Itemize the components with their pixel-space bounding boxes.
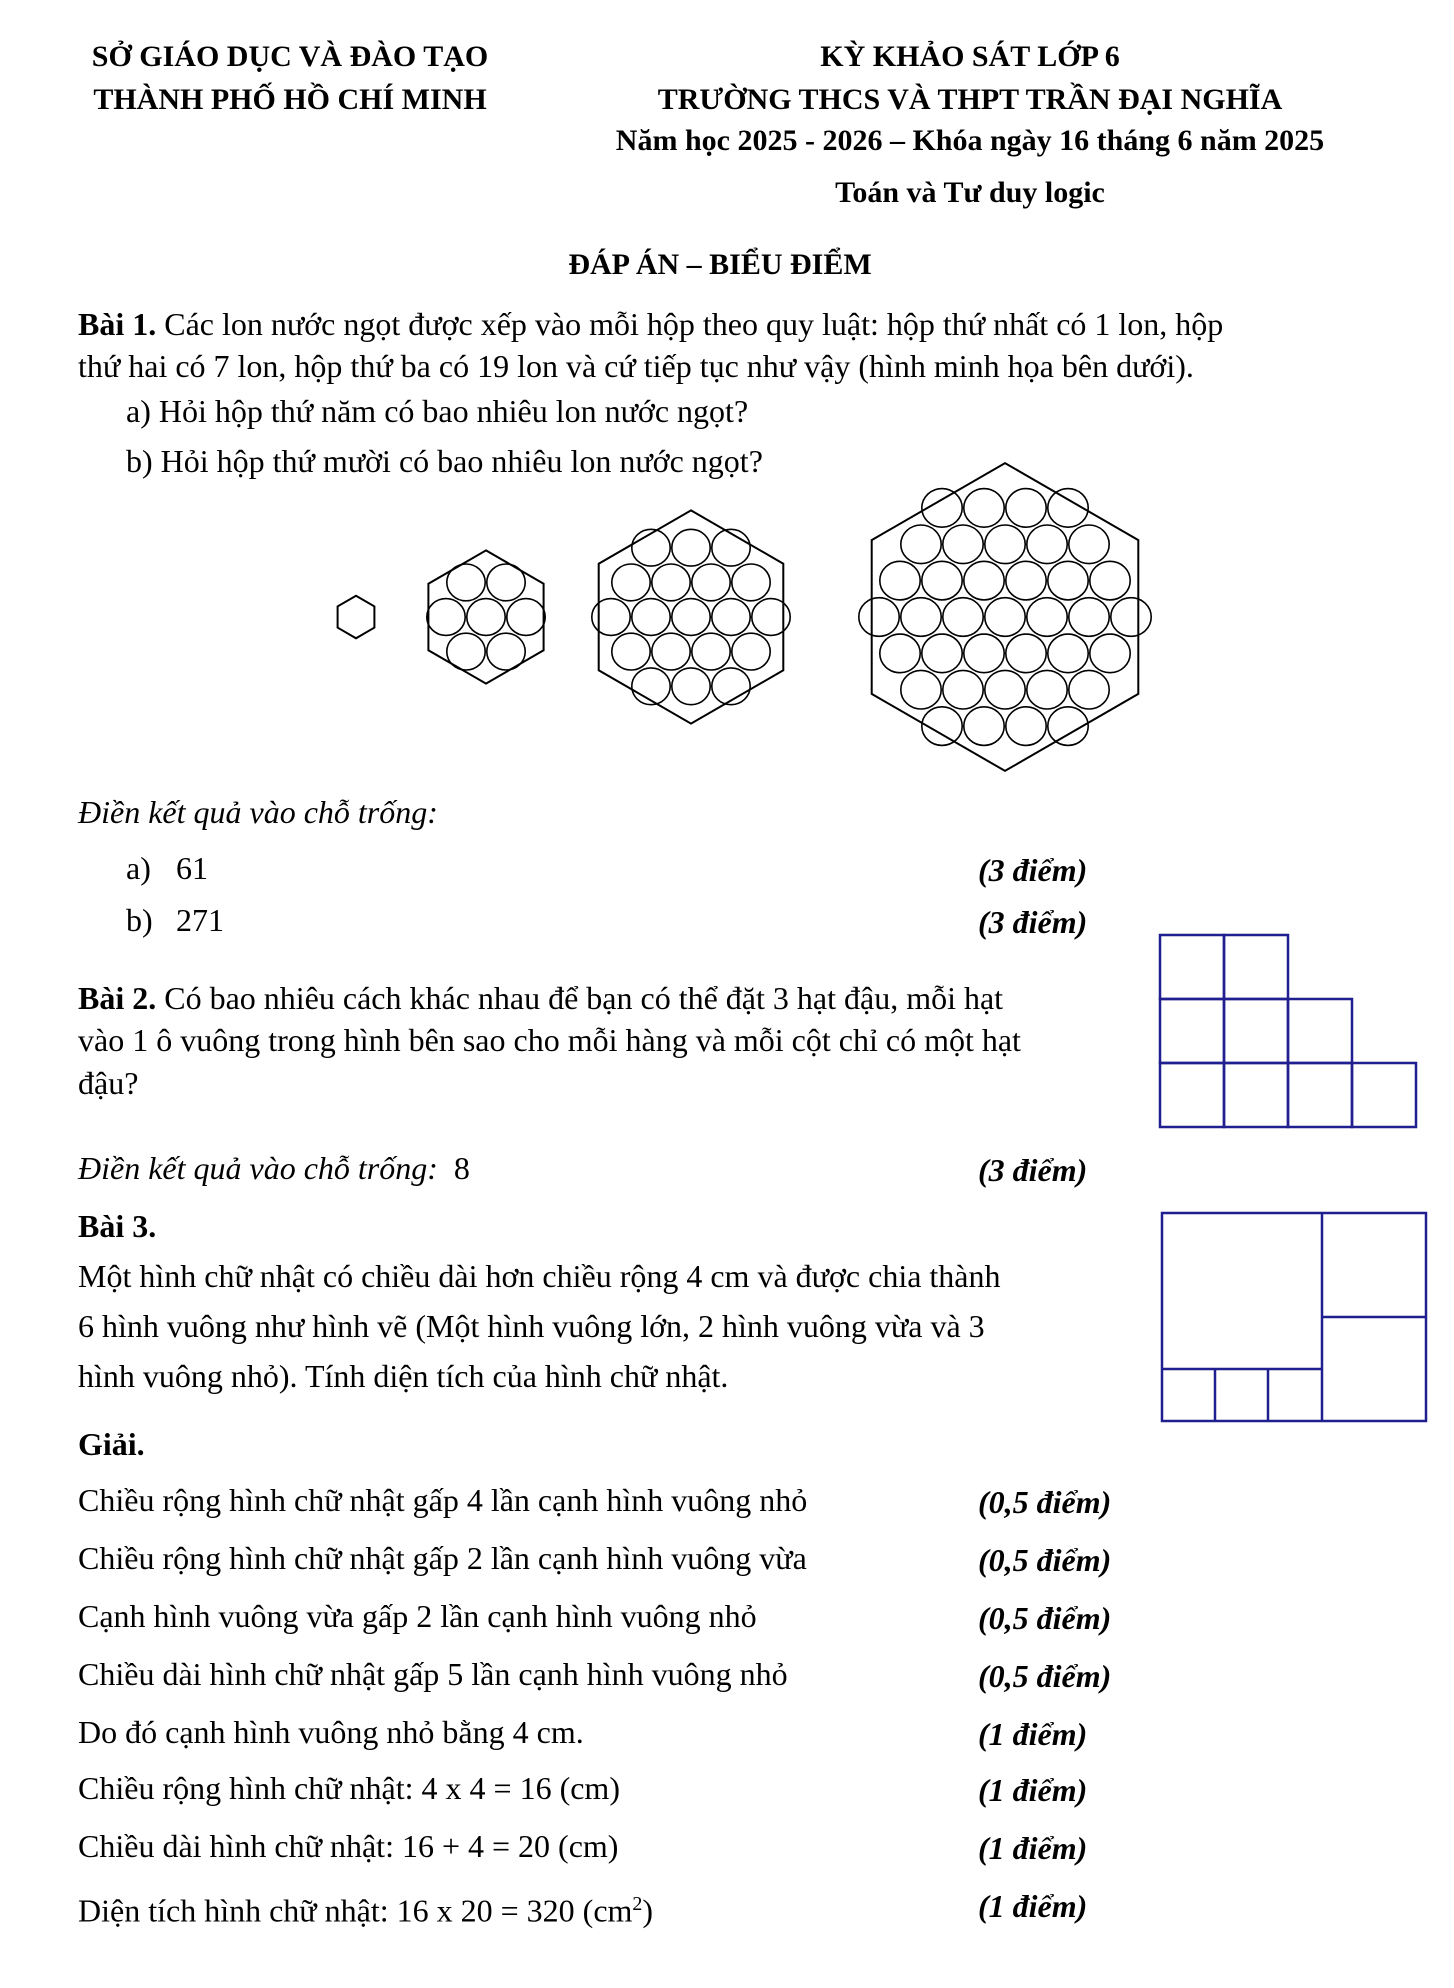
header-exam-name: KỲ KHẢO SÁT LỚP 6: [820, 40, 1120, 73]
can-circle: [672, 668, 710, 705]
can-circle: [507, 599, 545, 636]
can-box: [427, 550, 545, 683]
can-circle: [1027, 598, 1067, 637]
solution-step-main: Chiều rộng hình chữ nhật gấp 4 lần cạnh hình vuông nhỏ: [78, 1482, 808, 1518]
bai1-answer-b: 271: [176, 902, 224, 938]
can-circle: [1069, 598, 1109, 637]
box-outline: [599, 510, 784, 723]
grid-cell: [1160, 935, 1224, 999]
can-circle: [487, 633, 525, 670]
can-circle: [1048, 634, 1088, 673]
grid-cell: [1160, 999, 1224, 1063]
bai1-text-line1: Các lon nước ngọt được xếp vào mỗi hộp theo quy luật: hộp thứ nhất có 1 lon, hộp: [156, 306, 1224, 342]
can-circle: [652, 564, 690, 601]
can-circle: [943, 670, 983, 709]
grid-cell: [1288, 1063, 1352, 1127]
can-circle: [652, 633, 690, 670]
can-circle: [1006, 561, 1046, 600]
bai2-answer-line: [78, 1148, 470, 1188]
can-circle: [732, 633, 770, 670]
bai1-answer-a-points: (3 điểm): [978, 852, 1088, 888]
can-circle: [880, 561, 920, 600]
hexagon-cans-illustration: [0, 490, 1454, 790]
can-circle: [1006, 707, 1046, 746]
solution-step-points: (0,5 điểm): [978, 1542, 1112, 1578]
solution-step-text: [78, 1596, 757, 1636]
bai1-question-b: b) Hỏi hộp thứ mười có bao nhiêu lon nước ngọt?: [126, 443, 763, 479]
can-circle: [487, 564, 525, 601]
solution-step-superscript: 2: [632, 1893, 643, 1915]
can-box: [338, 596, 375, 639]
can-circle: [985, 670, 1025, 709]
bai2-problem: [78, 978, 1003, 1018]
solution-step-text: [78, 1884, 653, 1931]
can-circle: [752, 599, 790, 636]
can-circle: [1048, 561, 1088, 600]
can-circle: [612, 564, 650, 601]
bai1-answer-a-label: a): [126, 850, 151, 886]
solution-step-points: (1 điểm): [978, 1716, 1088, 1752]
can-circle: [1111, 598, 1151, 637]
solution-step-main: Chiều dài hình chữ nhật gấp 5 lần cạnh hình vuông nhỏ: [78, 1656, 788, 1692]
can-circle: [427, 599, 465, 636]
can-circle: [612, 633, 650, 670]
can-circle: [672, 529, 710, 566]
can-circle: [447, 633, 485, 670]
bai1-problem: [78, 304, 1223, 344]
can-circle: [1069, 525, 1109, 564]
grid-cell: [1288, 999, 1352, 1063]
can-circle: [964, 561, 1004, 600]
can-circle: [632, 668, 670, 705]
can-circle: [1027, 525, 1067, 564]
solution-step-main: Chiều dài hình chữ nhật: 16 + 4 = 20 (cm): [78, 1828, 619, 1864]
bai2-text-line3: đậu?: [78, 1065, 139, 1101]
solution-step-points: (0,5 điểm): [978, 1600, 1112, 1636]
solution-step-main: Chiều rộng hình chữ nhật: 4 x 4 = 16 (cm): [78, 1770, 620, 1806]
bai3-text-line2: 6 hình vuông như hình vẽ (Một hình vuông lớn, 2 hình vuông vừa và 3: [78, 1308, 985, 1344]
solution-step-points: (1 điểm): [978, 1888, 1088, 1924]
bai1-answer-a: 61: [176, 850, 208, 886]
can-circle: [985, 598, 1025, 637]
can-circle: [1090, 561, 1130, 600]
bai1-fill-prompt: Điền kết quả vào chỗ trống:: [78, 794, 438, 830]
box-outline: [338, 596, 375, 639]
document-title: ĐÁP ÁN – BIỂU ĐIỂM: [568, 248, 872, 281]
can-circle: [732, 564, 770, 601]
solution-step-main: Cạnh hình vuông vừa gấp 2 lần cạnh hình vuông nhỏ: [78, 1598, 757, 1634]
solution-step-tail: ): [642, 1892, 654, 1929]
bai1-text-line2: thứ hai có 7 lon, hộp thứ ba có 19 lon và cứ tiếp tục như vậy (hình minh họa bên dưới).: [78, 348, 1194, 384]
solution-step-points: (0,5 điểm): [978, 1484, 1112, 1520]
solution-step-text: [78, 1654, 788, 1694]
can-circle: [901, 598, 941, 637]
can-circle: [632, 599, 670, 636]
solution-step-main: Diện tích hình chữ nhật: 16 x 20 = 320 (cm: [78, 1892, 633, 1929]
solution-step-points: (0,5 điểm): [978, 1658, 1112, 1694]
can-circle: [712, 668, 750, 705]
can-circle: [964, 634, 1004, 673]
can-box: [592, 510, 790, 723]
staircase-grid-figure: [1160, 935, 1420, 1135]
bai2-fill-prompt: Điền kết quả vào chỗ trống:: [78, 1150, 438, 1186]
can-circle: [467, 599, 505, 636]
can-circle: [964, 489, 1004, 528]
grid-cell: [1160, 1063, 1224, 1127]
bai2-points: (3 điểm): [978, 1152, 1088, 1188]
grid-cell: [1352, 1063, 1416, 1127]
can-circle: [672, 599, 710, 636]
can-circle: [901, 525, 941, 564]
rectangle-squares-figure: [1162, 1213, 1432, 1433]
grid-cell: [1224, 1063, 1288, 1127]
box-outline: [872, 463, 1139, 771]
solution-step-main: Chiều rộng hình chữ nhật gấp 2 lần cạnh hình vuông vừa: [78, 1540, 807, 1576]
header-city: THÀNH PHỐ HỒ CHÍ MINH: [93, 83, 487, 116]
can-circle: [592, 599, 630, 636]
can-circle: [859, 598, 899, 637]
bai2-text-line1: Có bao nhiêu cách khác nhau để bạn có thể đặt 3 hạt đậu, mỗi hạt: [156, 980, 1004, 1016]
solution-step-text: [78, 1768, 620, 1808]
bai2-label: Bài 2.: [78, 980, 157, 1016]
solution-step-text: [78, 1826, 618, 1866]
can-circle: [447, 564, 485, 601]
solution-label: Giải.: [78, 1426, 145, 1462]
header-department: SỞ GIÁO DỤC VÀ ĐÀO TẠO: [91, 40, 489, 73]
box-outline: [428, 550, 543, 683]
can-circle: [964, 707, 1004, 746]
can-circle: [922, 561, 962, 600]
bai2-answer: 8: [453, 1150, 470, 1186]
can-circle: [712, 599, 750, 636]
bai3-text-line3: hình vuông nhỏ). Tính diện tích của hình chữ nhật.: [78, 1358, 729, 1394]
can-circle: [1090, 634, 1130, 673]
can-circle: [985, 525, 1025, 564]
can-circle: [880, 634, 920, 673]
bai3-text-line1: Một hình chữ nhật có chiều dài hơn chiều rộng 4 cm và được chia thành: [78, 1258, 1001, 1294]
can-circle: [1069, 670, 1109, 709]
can-box: [859, 463, 1151, 771]
can-circle: [1006, 489, 1046, 528]
grid-cell: [1224, 999, 1288, 1063]
grid-cell: [1224, 935, 1288, 999]
bai1-answer-b-label: b): [126, 902, 153, 938]
solution-step-text: [78, 1712, 584, 1752]
solution-step-points: (1 điểm): [978, 1772, 1088, 1808]
solution-step-main: Do đó cạnh hình vuông nhỏ bằng 4 cm.: [78, 1714, 584, 1750]
can-circle: [943, 525, 983, 564]
can-circle: [922, 634, 962, 673]
can-circle: [943, 598, 983, 637]
bai1-answer-b-points: (3 điểm): [978, 904, 1088, 940]
can-circle: [1027, 670, 1067, 709]
solution-step-text: [78, 1538, 807, 1578]
bai1-question-a: a) Hỏi hộp thứ năm có bao nhiêu lon nước ngọt?: [126, 393, 749, 429]
can-circle: [692, 564, 730, 601]
bai3-label: Bài 3.: [78, 1208, 157, 1244]
header-school-year: Năm học 2025 - 2026 – Khóa ngày 16 tháng 6 năm 2025: [615, 124, 1325, 157]
can-circle: [1006, 634, 1046, 673]
can-circle: [901, 670, 941, 709]
can-circle: [632, 529, 670, 566]
solution-step-text: [78, 1480, 807, 1520]
bai1-label: Bài 1.: [78, 306, 157, 342]
solution-step-points: (1 điểm): [978, 1830, 1088, 1866]
header-subject: Toán và Tư duy logic: [835, 176, 1105, 209]
can-circle: [712, 529, 750, 566]
bai2-text-line2: vào 1 ô vuông trong hình bên sao cho mỗi hàng và mỗi cột chỉ có một hạt: [78, 1022, 1021, 1058]
can-circle: [692, 633, 730, 670]
header-school: TRƯỜNG THCS VÀ THPT TRẦN ĐẠI NGHĨA: [657, 83, 1283, 116]
